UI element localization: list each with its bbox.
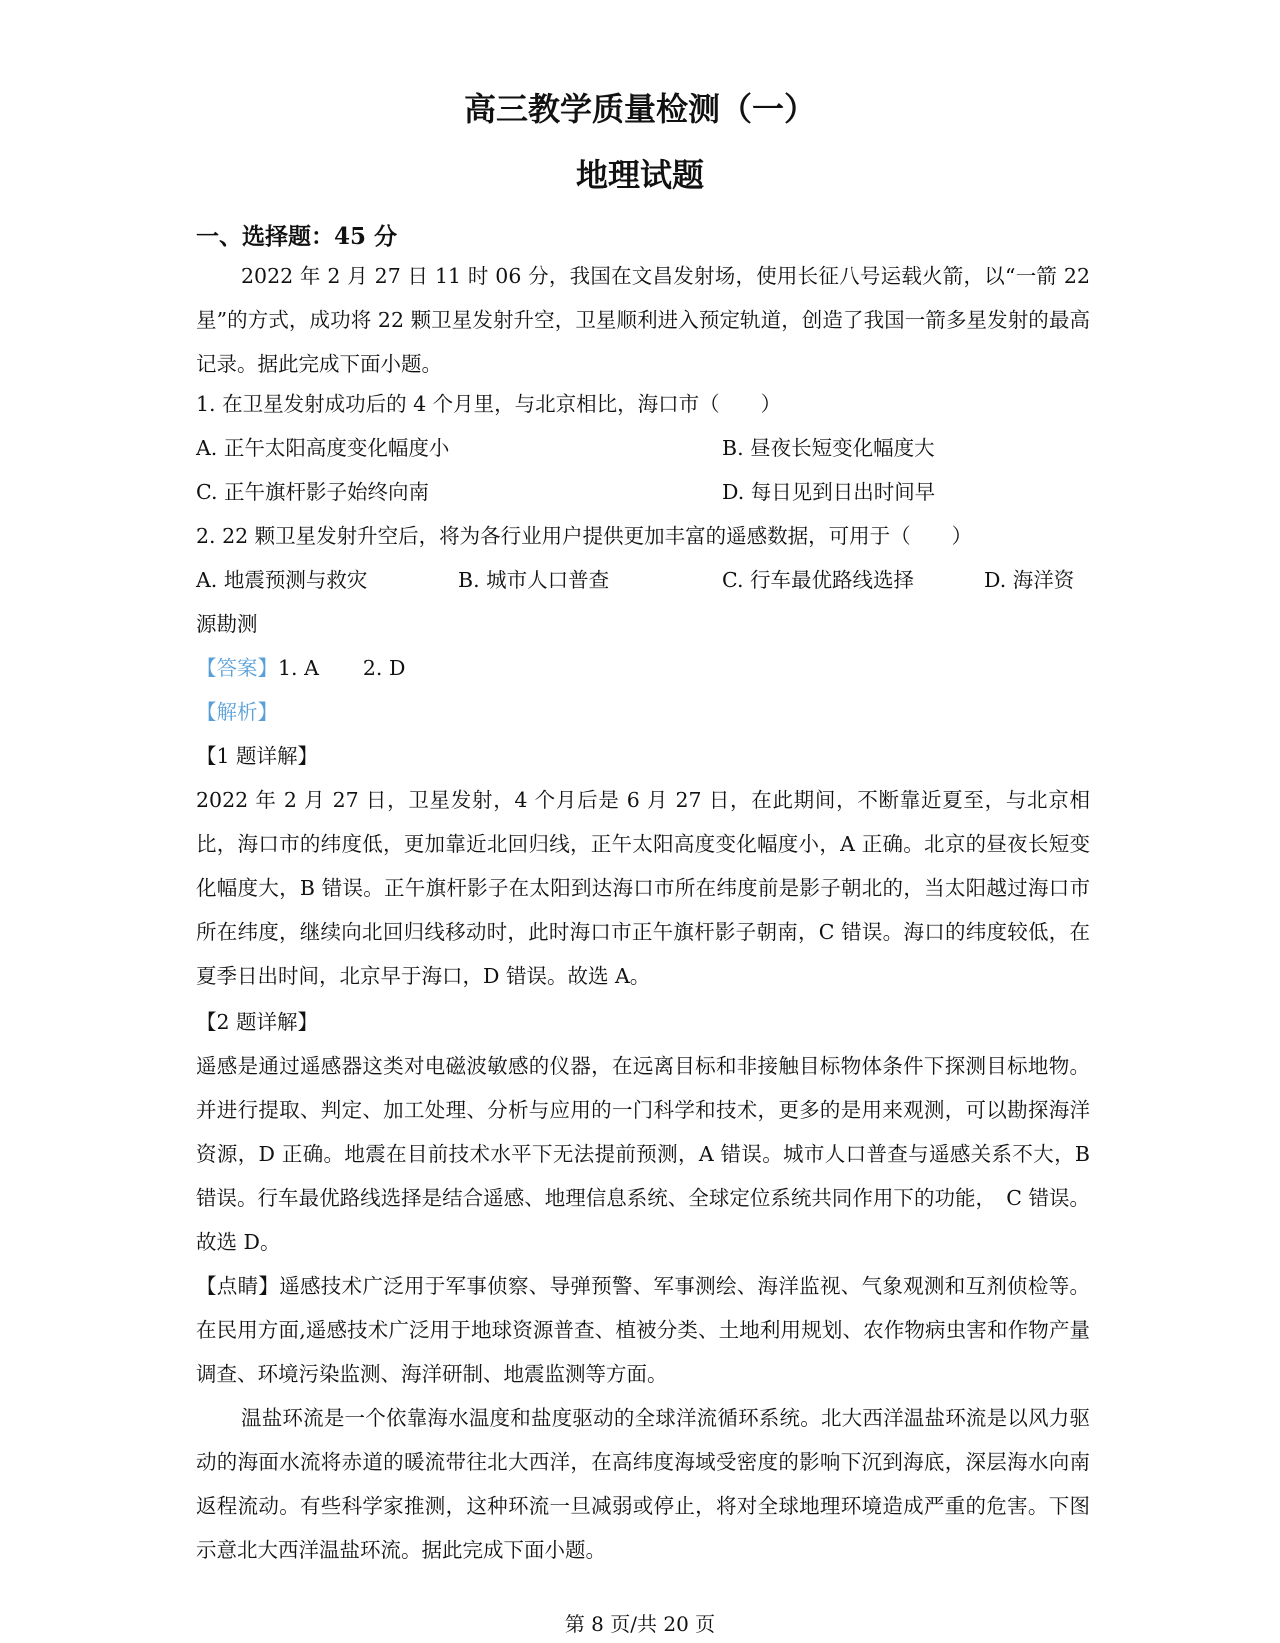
detail-1-text: 2022 年 2 月 27 日，卫星发射，4 个月后是 6 月 27 日，在此期间，不断靠近夏至，与北京相比，海口市的纬度低，更加靠近北回归线，正午太阳高度变化幅度小，A 正确。北京的昼夜长短变化幅度大，B 错误。正午旗杆影子在太阳到达海口市所在纬度前是影子朝北的，当太阳越过海口市所在纬度，继续向北回归线移动时，此时海口市正午旗杆影子朝南，C 错误。海口的纬度较低，在夏季日出时间，北京早于海口，D 错误。故选 A。 xyxy=(196,788,1090,988)
detail-2-text: 遥感是通过遥感器这类对电磁波敏感的仪器，在远离目标和非接触目标物体条件下探测目标地物。并进行提取、判定、加工处理、分析与应用的一门科学和技术，更多的是用来观测，可以勘探海洋资源，D 正确。地震在目前技术水平下无法提前预测，A 错误。城市人口普查与遥感关系不大，B 错误。行车最优路线选择是结合遥感、地理信息系统、全球定位系统共同作用下的功能， C 错误。故选 D。 xyxy=(196,1054,1090,1254)
answer-line xyxy=(196,646,405,690)
question-1-option-d: D. 每日见到日出时间早 xyxy=(722,480,936,504)
detail-2-label: 【2 题详解】 xyxy=(196,1010,319,1034)
detail-1-label: 【1 题详解】 xyxy=(196,744,319,768)
question-1-option-b: B. 昼夜长短变化幅度大 xyxy=(722,436,935,460)
analysis-label: 【解析】 xyxy=(196,700,278,724)
question-1-option-c: C. 正午旗杆影子始终向南 xyxy=(196,480,429,504)
question-2-option-a: A. 地震预测与救灾 xyxy=(196,568,368,592)
tip-label: 【点睛】 xyxy=(196,1274,280,1298)
section-heading: 一、选择题：45 分 xyxy=(196,223,398,250)
material-2: 温盐环流是一个依靠海水温度和盐度驱动的全球洋流循环系统。北大西洋温盐环流是以风力驱动的海面水流将赤道的暖流带往北大西洋，在高纬度海域受密度的影响下沉到海底，深层海水向南返程流动。有些科学家推测，这种环流一旦减弱或停止，将对全球地理环境造成严重的危害。下图示意北大西洋温盐环流。据此完成下面小题。 xyxy=(196,1406,1090,1562)
page-number: 第 8 页/共 20 页 xyxy=(564,1612,716,1636)
question-1-option-a: A. 正午太阳高度变化幅度小 xyxy=(196,436,450,460)
question-2-option-d-continued: 源勘测 xyxy=(196,612,258,636)
question-2-option-d: D. 海洋资 xyxy=(984,568,1075,592)
question-2-option-c: C. 行车最优路线选择 xyxy=(722,568,914,592)
tip-text: 遥感技术广泛用于军事侦察、导弹预警、军事测绘、海洋监视、气象观测和互剂侦检等。在民用方面,遥感技术广泛用于地球资源普查、植被分类、土地利用规划、农作物病虫害和作物产量调查、环境污染监测、海洋研制、地震监测等方面。 xyxy=(196,1274,1091,1386)
page-subtitle: 地理试题 xyxy=(575,156,704,194)
answer-label: 【答案】 xyxy=(196,656,278,680)
answer-1: 1. A xyxy=(278,656,319,680)
material-1: 2022 年 2 月 27 日 11 时 06 分，我国在文昌发射场，使用长征八号运载火箭，以“一箭 22 星”的方式，成功将 22 颗卫星发射升空，卫星顺利进入预定轨道，创造了我国一箭多星发射的最高记录。据此完成下面小题。 xyxy=(196,264,1090,376)
tip-paragraph xyxy=(196,1264,1090,1396)
question-2-option-b: B. 城市人口普查 xyxy=(458,568,610,592)
question-1-stem: 1. 在卫星发射成功后的 4 个月里，与北京相比，海口市（ ） xyxy=(196,392,782,416)
page-title: 高三教学质量检测（一） xyxy=(463,90,816,128)
question-2-stem: 2. 22 颗卫星发射升空后，将为各行业用户提供更加丰富的遥感数据，可用于（ ） xyxy=(196,524,973,548)
answer-2: 2. D xyxy=(362,656,406,680)
